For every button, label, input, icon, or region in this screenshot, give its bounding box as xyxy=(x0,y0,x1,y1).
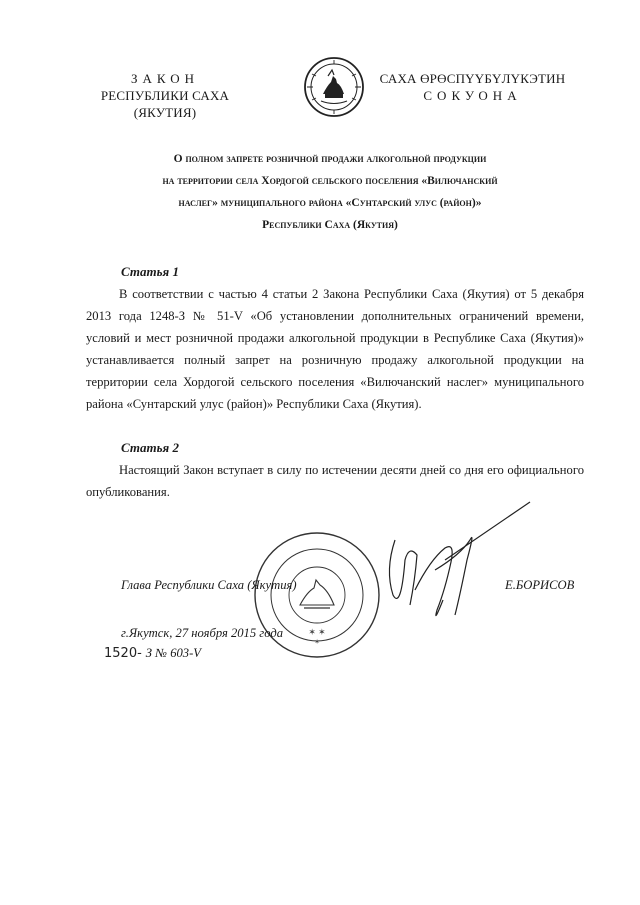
registration-line xyxy=(104,644,201,662)
registration-handwritten: 1520- xyxy=(104,646,142,661)
republic-name-sakha: САХА ӨРӨСПҮҮБҮЛҮКЭТИН xyxy=(379,71,566,86)
title-line-3: наслег» муниципального района «Сунтарский улус (район)» xyxy=(178,197,482,209)
signatory-name: Е.БОРИСОВ xyxy=(505,578,575,592)
document-title xyxy=(60,148,600,236)
republic-emblem-icon xyxy=(303,56,365,118)
registration-number: З № 603-V xyxy=(145,646,201,660)
article-1-text xyxy=(86,283,584,415)
republic-name-ru: РЕСПУБЛИКИ САХА (ЯКУТИЯ) xyxy=(100,88,230,120)
title-line-2: на территории села Хордогой сельского поселения «Вилючанский xyxy=(162,175,498,187)
place-date: г.Якутск, 27 ноября 2015 года xyxy=(121,626,284,640)
svg-text:✶ ✶: ✶ ✶ xyxy=(308,627,326,637)
article-1-body: В соответствии с частью 4 статьи 2 Закона Республики Саха (Якутия) от 5 декабря 2013 года 1248-З № 51-V «Об установлении дополнительных ограничений времени, условий и мест розничной продажи алкогольной продукции в Республике Саха (Якутия)» устанавливается полный запрет на розничную продажу алкогольной продукции на территории села Хордогой сельского поселения «Вилючанский наслег» муниципального района «Сунтарский улус (район)» Республики Саха (Якутия). xyxy=(86,287,584,411)
signatory-position: Глава Республики Саха (Якутия) xyxy=(121,578,297,592)
law-header-ru xyxy=(70,70,260,121)
article-1-heading: Статья 1 xyxy=(121,264,179,279)
law-header-sakha xyxy=(370,70,575,104)
article-2-body: Настоящий Закон вступает в силу по истечении десяти дней со дня его официального опубликования. xyxy=(86,463,584,499)
article-2-heading: Статья 2 xyxy=(121,440,179,455)
law-label-ru: ЗАКОН xyxy=(130,71,200,86)
title-line-4: Республики Саха (Якутия) xyxy=(262,219,398,231)
svg-text:✶: ✶ xyxy=(314,638,320,646)
article-2-text xyxy=(86,459,584,503)
law-label-sakha: СОКУОНА xyxy=(423,88,522,103)
title-line-1: О полном запрете розничной продажи алкогольной продукции xyxy=(173,153,487,165)
